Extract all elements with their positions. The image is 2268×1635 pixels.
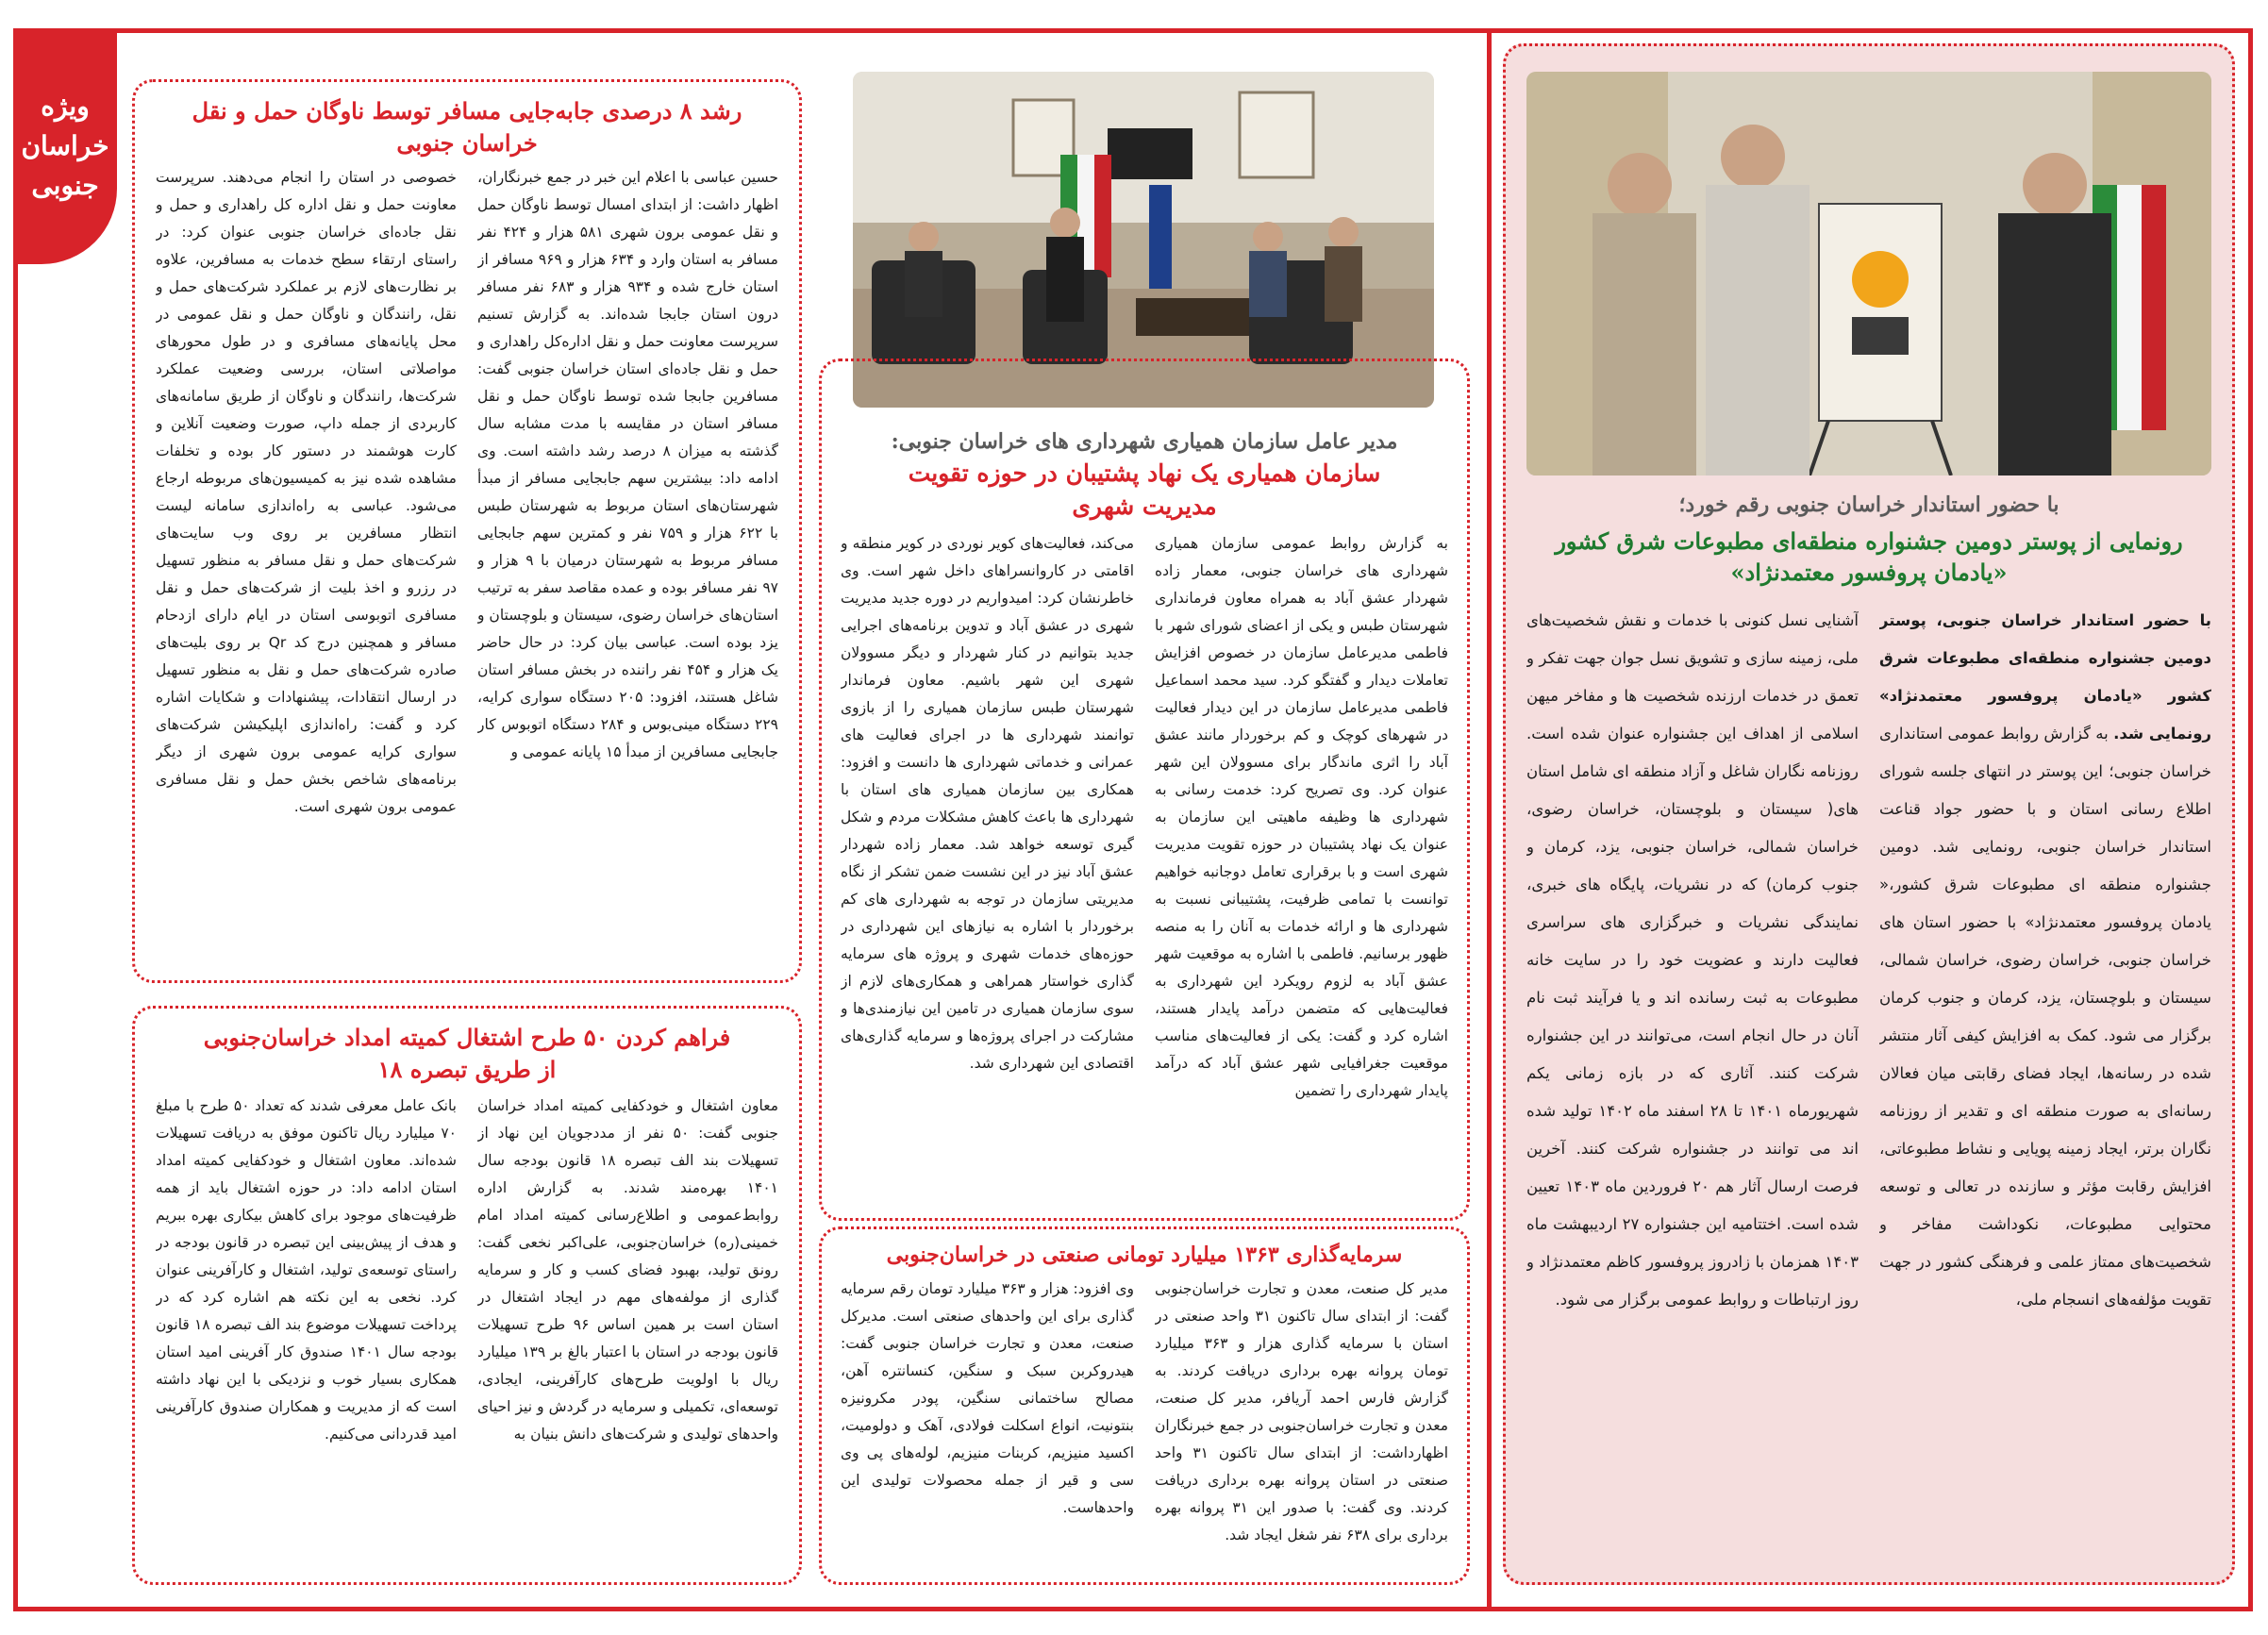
article-passenger-growth-col2: خصوصی در استان را انجام می‌دهند. سرپرست معاونت حمل و نقل اداره کل راهداری و حمل و نقل جاده‌ای خراسان جنوبی عنوان کرد: در راستای ارتقاء سطح خدمات به مسافرین، علاوه بر نظارت‌های لازم بر عملکرد شرکت‌های حمل و نقل، رانندگان و ناوگان حمل و نقل عمومی در محل پایانه‌های مسافری و در طول محورهای مواصلاتی استان، بررسی وضعیت عملکرد شرکت‌ها، رانندگان و ناوگان از طریق سامانه‌های کاربردی از جمله داپ، صورت وضعیت آنلاین و کارت هوشمند در دستور کار بوده و تخلفات مشاهده شده نیز به کمیسیون‌های مربوطه ارجاع می‌شود. عباسی به راه‌اندازی سامانه لیست انتظار مسافرین بر روی وب سایت‌های شرکت‌های حمل و نقل مسافر به منظور تسهیل در رزرو و اخذ بلیت از شرکت‌های حمل و نقل مسافری اتوبوسی استان در ایام دارای ازدحام مسافر و همچنین درج کد Qr بر روی بلیت‌های صادره شرکت‌های حمل و نقل به منظور تسهیل در ارسال انتقادات، پیشنهادات و شکایات اشاره کرد و گفت: راه‌اندازی اپلیکیشن شرکت‌های سواری کرایه عمومی برون شهری از دیگر برنامه‌های شاخص بخش حمل و نقل مسافری عمومی برون شهری است. bbox=[156, 169, 457, 816]
article-employment-plans-col1: معاون اشتغال و خودکفایی کمیته امداد خراسان جنوبی گفت: ۵۰ نفر از مددجویان این نهاد از تسهیلات بند الف تبصره ۱۸ قانون بودجه سال ۱۴۰۱ بهره‌مند شدند. به گزارش اداره روابط‌عمومی و اطلاع‌رسانی کمیته امداد امام خمینی(ره) خراسان‌جنوبی، علی‌اکبر نخعی گفت: رونق تولید، بهبود فضای کسب و کار و سرمایه گذاری از مولفه‌های مهم در ایجاد اشتغال در استان است بر همین اساس ۹۶ طرح تسهیلات قانون بودجه در استان با اعتبار بالغ بر ۱۳۹ میلیارد ریال با اولویت طرح‌های کارآفرینی، ایجادی، توسعه‌ای، تکمیلی و سرمایه در گردش و نیز احیای واحدهای تولیدی و شرکت‌های دانش بنیان به bbox=[477, 1097, 778, 1443]
article-municipality-support bbox=[819, 359, 1470, 1221]
article-employment-plans-title: فراهم کردن ۵۰ طرح اشتغال کمیته امداد خراسان‌جنوبی از طریق تبصره ۱۸ bbox=[203, 1024, 731, 1083]
article-festival-poster-kicker: با حضور استاندار خراسان جنوبی رقم خورد؛ bbox=[1678, 492, 2060, 517]
article-industrial-investment bbox=[819, 1226, 1470, 1585]
article-municipality-support-kicker: مدیر عامل سازمان همیاری شهرداری های خراسان جنوبی: bbox=[891, 429, 1398, 454]
article-festival-poster bbox=[1526, 491, 2211, 1572]
article-employment-plans bbox=[132, 1006, 802, 1585]
meeting-photo-illustration bbox=[853, 72, 1434, 408]
section-tag-line1: ویژه bbox=[41, 91, 90, 122]
meeting-photo-municipality bbox=[853, 72, 1434, 408]
article-festival-poster-col2: آشنایی نسل کنونی با خدمات و نقش شخصیت‌های ملی، زمینه سازی و تشویق نسل جوان جهت تفکر و تعمق در خدمات ارزنده شخصیت ها و مفاخر میهن اسلامی از اهداف این جشنواره عنوان شده است. روزنامه نگاران شاغل و آزاد منطقه ای شامل استان های( سیستان و بلوچستان، خراسان رضوی، خراسان شمالی، خراسان جنوبی، یزد، کرمان و جنوب کرمان) که در نشریات، پایگاه های خبری، نمایندگی نشریات و خبرگزاری های سراسری فعالیت دارند و عضویت خود را در سایت خانه مطبوعات به ثبت رسانده اند و یا فرآیند ثبت نام آنان در حال انجام است، می‌توانند در این جشنواره شرکت کنند. آثاری که در بازه زمانی یکم شهریورماه ۱۴۰۱ تا ۲۸ اسفند ماه ۱۴۰۲ تولید شده اند می توانند در جشنواره شرکت کنند. آخرین فرصت ارسال آثار هم ۲۰ فروردین ماه ۱۴۰۳ تعیین شده است. اختتامیه این جشنواره ۲۷ اردیبهشت ماه ۱۴۰۳ همزمان با زادروز پروفسور کاظم معتمدنژاد و روز ارتباطات و روابط عمومی برگزار می شود. bbox=[1526, 610, 1859, 1309]
section-tag-line3: جنوبی bbox=[31, 170, 99, 201]
section-tag-line2: خراسان bbox=[21, 130, 109, 161]
article-municipality-support-col2: می‌کند، فعالیت‌های کویر نوردی در کویر منطقه و اقامتی در کاروانسراهای داخل شهر است. وی خاطرنشان کرد: امیدواریم در دوره جدید مدیریت شهری در عشق آباد و تدوین برنامه‌های اجرایی جدید بتوانیم در کنار شهردار و دیگر مسوولان شهری این شهر باشیم. معاون فرماندار شهرستان طبس سازمان همیاری را از بازوی توانمند شهرداری ها در اجرای فعالیت های عمرانی و خدماتی شهرداری ها دانست و افزود: همکاری بین سازمان همیاری های استان با شهرداری ها باعث کاهش مشکلات مردم و شکل گیری توسعه خواهد شد. معمار زاده شهردار عشق آباد نیز در این نشست ضمن تشکر از نگاه مدیریتی سازمان در توجه به شهرداری های کم برخوردار با اشاره به نیازهای این شهرداری در حوزه‌های خدمات شهری و پروژه های سرمایه گذاری خواستار همراهی و همکاری‌های لازم از سوی سازمان همیاری در تامین این نیازمندی‌ها و مشارکت در اجرای پروژه‌ها و سرمایه گذاری‌های اقتصادی این شهرداری شد. bbox=[841, 534, 1134, 1072]
article-industrial-investment-title: سرمایه‌گذاری ۱۳۶۳ میلیارد تومانی صنعتی در خراسان‌جنوبی bbox=[886, 1243, 1403, 1267]
article-passenger-growth bbox=[132, 79, 802, 983]
article-employment-plans-col2: بانک عامل معرفی شدند که تعداد ۵۰ طرح با مبلغ ۷۰ میلیارد ریال تاکنون موفق به دریافت تسهیلات شده‌اند. معاون اشتغال و خودکفایی کمیته امداد استان ادامه داد: در حوزه اشتغال باید از همه ظرفیت‌های موجود برای کاهش بیکاری بهره ببریم و هدف از پیش‌بینی این تبصره در قانون بودجه در راستای توسعه‌ی تولید، اشتغال و کارآفرینی عنوان کرد. نخعی به این نکته هم اشاره کرد که در پرداخت تسهیلات موضوع بند الف تبصره ۱۸ قانون بودجه سال ۱۴۰۱ صندوق کار آفرینی امید استان همکاری بسیار خوب و نزدیکی با این نهاد داشته است که از مدیریت و همکاران صندوق کارآفرینی امید قدردانی می‌کنیم. bbox=[156, 1097, 457, 1443]
article-festival-poster-col1 bbox=[1879, 602, 2211, 1564]
article-festival-poster-lead: با حضور استاندار خراسان جنوبی، پوستر دومین جشنواره منطقه‌ای مطبوعات شرق کشور «یادمان پروفسور معتمدنژاد» رونمایی شد. bbox=[1879, 610, 2211, 742]
article-municipality-support-title: سازمان همیاری یک نهاد پشتیبان در حوزه تقویت مدیریت شهری bbox=[908, 459, 1381, 520]
article-festival-poster-body: به گزارش روابط عمومی استانداری خراسان جنوبی؛ این پوستر در انتهای جلسه شورای اطلاع رسانی استان و با حضور جواد قناعت استاندار خراسان جنوبی، رونمایی شد. دومین جشنواره منطقه ای مطبوعات شرق کشور،« یادمان پروفسور معتمدنژاد» با حضور استان های خراسان جنوبی، خراسان رضوی، خراسان شمالی، سیستان و بلوچستان، یزد، کرمان و جنوب کرمان برگزار می شود. کمک به افزایش کیفی آثار منتشر شده در رسانه‌ها، ایجاد فضای رقابتی میان فعالان رسانه‌ای به صورت منطقه ای و تقدیر از روزنامه نگاران برتر، ایجاد زمینه پویایی و نشاط مطبوعاتی، افزایش رقابت مؤثر و سازنده در تعالی و توسعه محتوایی مطبوعات، نکوداشت مفاخر و شخصیت‌های ممتاز علمی و فرهنگی کشور در جهت تقویت مؤلفه‌های انسجام ملی، bbox=[1879, 724, 2211, 1309]
article-municipality-support-col1: به گزارش روابط عمومی سازمان همیاری شهرداری های خراسان جنوبی، معمار زاده شهردار عشق آباد به همراه معاون فرمانداری شهرستان طبس و یکی از اعضای شورای شهر با فاطمی مدیرعامل سازمان در خصوص افزایش تعاملات دیدار و گفتگو کرد. سید محمد اسماعیل فاطمی مدیرعامل سازمان در این دیدار فعالیت در شهرهای کوچک و کم برخوردار مانند عشق آباد را اثری ماندگار برای مسوولان این شهر عنوان کرد. وی تصریح کرد: خدمت رسانی به شهرداری ها وظیفه ماهیتی این سازمان به عنوان یک نهاد پشتیبان در حوزه تقویت مدیریت شهری است و با برقراری تعامل دوجانبه خواهیم توانست با تمامی ظرفیت، پشتیبانی نسبت به شهرداری ها و ارائه خدمات به آنان را به منصه ظهور برسانیم. فاطمی با اشاره به موقعیت شهر عشق آباد به لزوم رویکرد این شهرداری به فعالیت‌هایی که متضمن درآمد پایدار هستند، اشاره کرد و گفت: یکی از فعالیت‌های مناسب موقعیت جغرافیایی شهر عشق آباد که درآمد پایدار شهرداری را تضمین bbox=[1155, 534, 1448, 1099]
poster-unveiling-illustration bbox=[1526, 72, 2211, 475]
article-industrial-investment-col2: وی افزود: هزار و ۳۶۳ میلیارد تومان رقم سرمایه گذاری برای این واحدهای صنعتی است. مدیرکل صنعت، معدن و تجارت خراسان جنوبی گفت: هیدروکربن سبک و سنگین، کنسانتره آهن، مصالح ساختمانی سنگین، پودر مکرونیزه بنتونیت، انواع اسکلت فولادی، آهک و دولومیت، اکسید منیزیم، کربنات منیزیم، لوله‌های پی وی سی و قیر از جمله محصولات تولیدی این واحدهاست. bbox=[841, 1279, 1134, 1516]
column-divider bbox=[1487, 28, 1492, 1611]
article-passenger-growth-title: رشد ۸ درصدی جابه‌جایی مسافر توسط ناوگان حمل و نقل خراسان جنوبی bbox=[192, 97, 742, 157]
article-festival-poster-title: رونمایی از پوستر دومین جشنواره منطقه‌ای مطبوعات شرق کشور «یادمان پروفسور معتمدنژاد» bbox=[1555, 526, 2183, 587]
poster-unveiling-photo bbox=[1526, 72, 2211, 475]
article-industrial-investment-col1: مدیر کل صنعت، معدن و تجارت خراسان‌جنوبی گفت: از ابتدای سال تاکنون ۳۱ واحد صنعتی در استان با سرمایه گذاری هزار و ۳۶۳ میلیارد تومان پروانه بهره برداری دریافت کردند. به گزارش فارس احمد آریافر، مدیر کل صنعت، معدن و تجارت خراسان‌جنوبی در جمع خبرنگاران اظهارداشت: از ابتدای سال تاکنون ۳۱ واحد صنعتی در استان پروانه بهره برداری دریافت کردند. وی گفت: با صدور این ۳۱ پروانه بهره برداری برای ۶۳۸ نفر شغل ایجاد شد. bbox=[1155, 1279, 1448, 1543]
section-tag bbox=[13, 28, 117, 264]
article-passenger-growth-col1: حسین عباسی با اعلام این خبر در جمع خبرنگاران، اظهار داشت: از ابتدای امسال توسط ناوگان حمل و نقل عمومی برون شهری ۵۸۱ هزار و ۴۲۴ نفر مسافر به استان وارد و ۶۳۴ هزار و ۹۶۹ مسافر از استان خارج شده و ۹۳۴ هزار و ۶۸۳ نفر مسافر درون استان جابجا شده‌اند. به گزارش تسنیم سرپرست معاونت حمل و نقل اداره‌کل راهداری و حمل و نقل جاده‌ای استان خراسان جنوبی گفت: مسافرین جابجا شده توسط ناوگان حمل و نقل مسافر استان در مقایسه با مدت مشابه سال گذشته به میزان ۸ درصد رشد داشته است. وی ادامه داد: بیشترین سهم جابجایی مسافر از مبدأ شهرستان‌های استان مربوط به شهرستان طبس با ۶۲۲ هزار و ۷۵۹ نفر و کمترین سهم جابجایی مسافر مربوط به شهرستان درمیان با ۹ هزار و ۹۷ نفر مسافر بوده و عمده مقاصد سفر به ترتیب استان‌های خراسان رضوی، سیستان و بلوچستان و یزد بوده است. عباسی بیان کرد: در حال حاضر یک هزار و ۴۵۴ نفر راننده در بخش مسافر استان شاغل هستند، افزود: ۲۰۵ دستگاه سواری کرایه، ۲۲۹ دستگاه مینی‌بوس و ۲۸۴ دستگاه اتوبوس کار جابجایی مسافرین از مبدأ ۱۵ پایانه عمومی و bbox=[477, 169, 778, 761]
